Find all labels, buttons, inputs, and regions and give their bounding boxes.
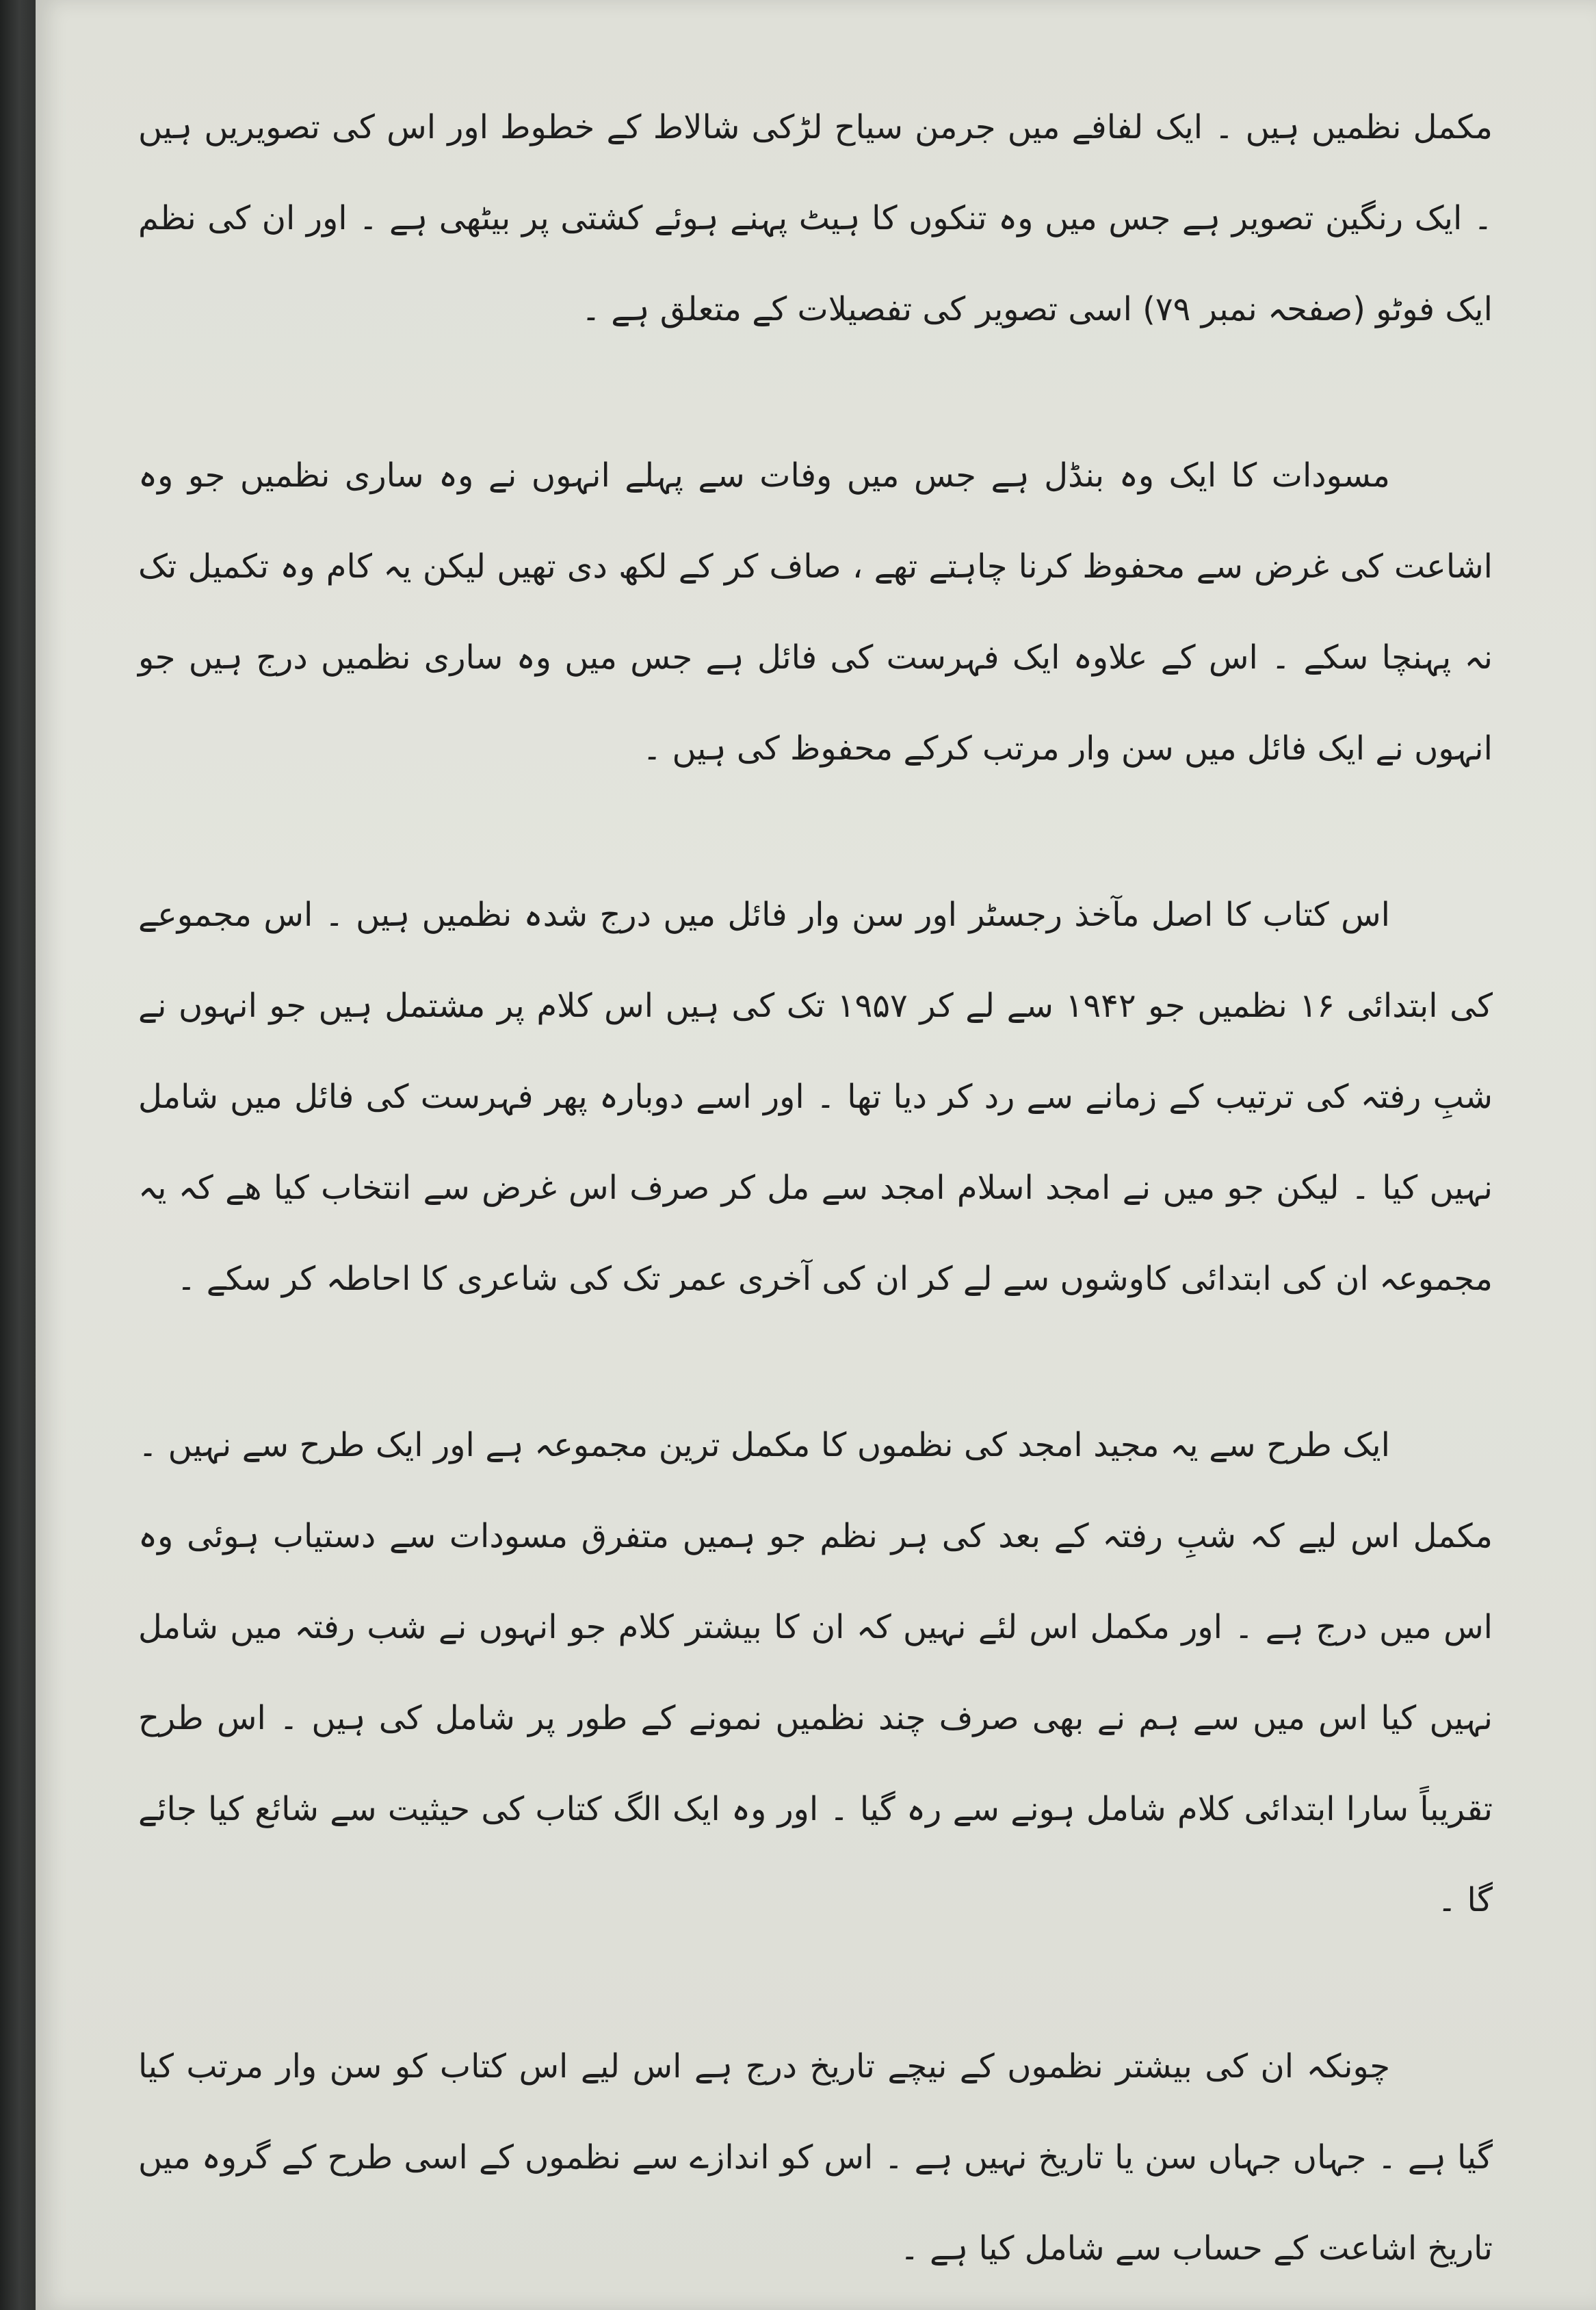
- paragraph-3: اس کتاب کا اصل مآخذ رجسٹر اور سن وار فائل میں درج شدہ نظمیں ہیں ۔ اس مجموعے کی ابتدائی ۱۶ نظمیں جو ۱۹۴۲ سے لے کر ۱۹۵۷ تک کی ہیں اس کلام پر مشتمل ہیں جو انہوں نے شبِ رفتہ کی ترتیب کے زمانے سے رد کر دیا تھا ۔ اور اسے دوبارہ پھر فہرست کی فائل میں شامل نہیں کیا ۔ لیکن جو میں نے امجد اسلام امجد سے مل کر صرف اس غرض سے انتخاب کیا ھے کہ یہ مجموعہ ان کی ابتدائی کاوشوں سے لے کر ان کی آخری عمر تک کی شاعری کا احاطہ کر سکے ۔: [138, 896, 1493, 1298]
- paragraph-1: مکمل نظمیں ہیں ۔ ایک لفافے میں جرمن سیاح لڑکی شالاط کے خطوط اور اس کی تصویریں ہیں ۔ ایک رنگین تصویر ہے جس میں وہ تنکوں کا ہیٹ پہنے ہوئے کشتی پر بیٹھی ہے ۔ اور ان کی نظم ایک فوٹو (صفحہ نمبر ۷۹) اسی تصویر کی تفصیلات کے متعلق ہے ۔: [138, 108, 1493, 328]
- paragraph-5: چونکہ ان کی بیشتر نظموں کے نیچے تاریخ درج ہے اس لیے اس کتاب کو سن وار مرتب کیا گیا ہے ۔ جہاں جہاں سن یا تاریخ نہیں ہے ۔ اس کو اندازے سے نظموں کے اسی طرح کے گروہ میں تاریخ اشاعت کے حساب سے شامل کیا ہے ۔: [138, 2047, 1493, 2268]
- paragraph-2: مسودات کا ایک وہ بنڈل ہے جس میں وفات سے پہلے انہوں نے وہ ساری نظمیں جو وہ اشاعت کی غرض سے محفوظ کرنا چاہتے تھے ، صاف کر کے لکھ دی تھیں لیکن یہ کام وہ تکمیل تک نہ پہنچا سکے ۔ اس کے علاوہ ایک فہرست کی فائل ہے جس میں وہ ساری نظمیں درج ہیں جو انہوں نے ایک فائل میں سن وار مرتب کرکے محفوظ کی ہیں ۔: [138, 456, 1493, 768]
- book-page: [36, 0, 1596, 2310]
- page-text: [138, 82, 1493, 2294]
- book-binding-edge: [0, 0, 36, 2310]
- paragraph-4: ایک طرح سے یہ مجید امجد کی نظموں کا مکمل ترین مجموعہ ہے اور ایک طرح سے نہیں ۔ مکمل اس لیے کہ شبِ رفتہ کے بعد کی ہر نظم جو ہمیں متفرق مسودات سے دستیاب ہوئی وہ اس میں درج ہے ۔ اور مکمل اس لئے نہیں کہ ان کا بیشتر کلام جو انہوں نے شب رفتہ میں شامل نہیں کیا اس میں سے ہم نے بھی صرف چند نظمیں نمونے کے طور پر شامل کی ہیں ۔ اس طرح تقریباً سارا ابتدائی کلام شامل ہونے سے رہ گیا ۔ اور وہ ایک الگ کتاب کی حیثیت سے شائع کیا جائے گا ۔: [138, 1426, 1493, 1919]
